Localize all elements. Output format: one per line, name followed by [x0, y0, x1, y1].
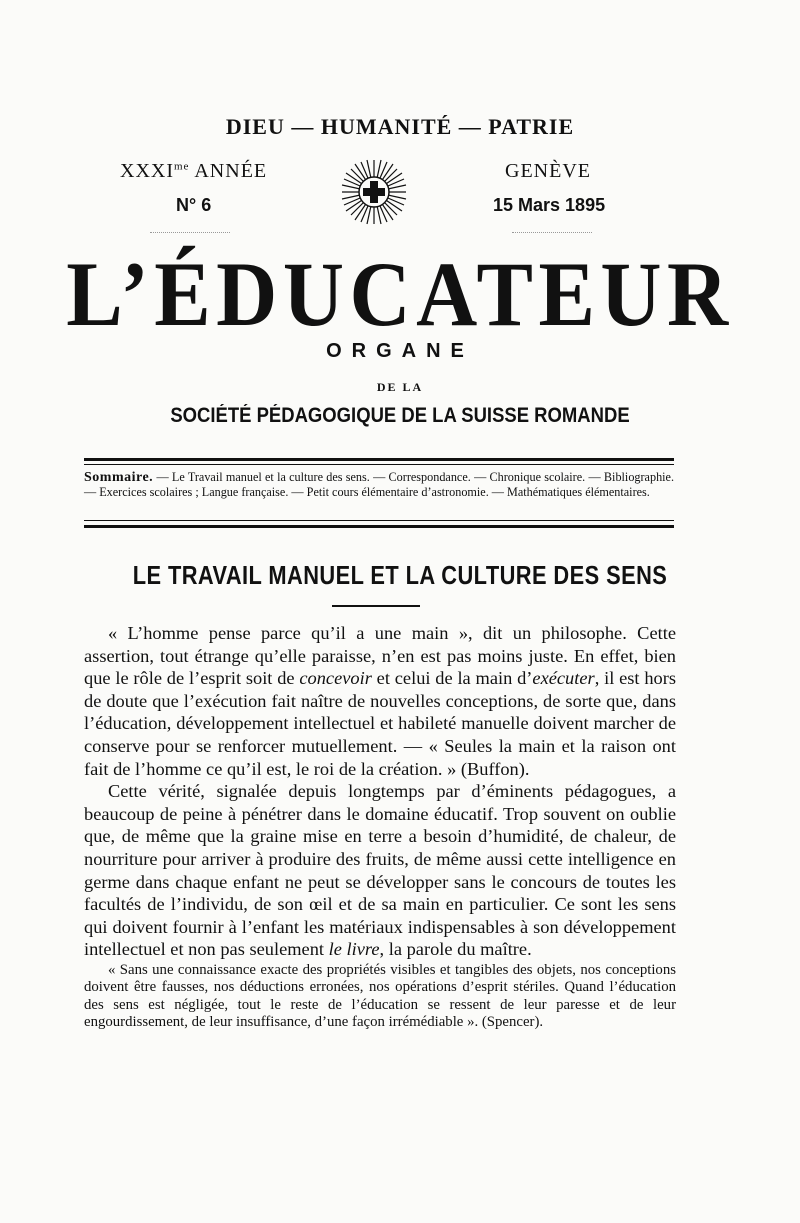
issue-date: 15 Mars 1895	[493, 195, 606, 215]
volume-number: XXXI	[120, 160, 174, 182]
city: GENÈVE	[505, 160, 591, 182]
volume-word: ANNÉE	[194, 160, 268, 182]
quote-text: « Sans une connaissance exacte des propriétés visibles et tangibles des objets, nos conceptions doivent être fausses, nos déductions erronées, nos opérations d’esprit stériles. Quand l’éducation des sens est négligée, tout le reste de l’éducation se ressent de leur paresse et de leur engourdissement, de leur insuffisance, d’une façon irrémédiable ». (Spencer).	[84, 962, 676, 1031]
p2-italic-livre: le livre	[328, 939, 380, 960]
p2-part-b: , la parole du maître.	[379, 939, 532, 960]
organe-label: ORGANE	[326, 340, 474, 362]
swiss-cross-sunburst-icon	[340, 158, 408, 226]
p1-part-b: et celui de la main d’	[371, 668, 533, 689]
issue-number: N° 6	[176, 195, 212, 215]
ornament-right	[512, 232, 592, 233]
rule-top	[84, 458, 674, 461]
paragraph	[84, 780, 676, 961]
volume-year	[120, 160, 267, 183]
volume-suffix: me	[174, 160, 190, 173]
p1-part-c: , il est hors de doute que l’exécution fait naître de nouvelles conceptions, de sorte que, dans l’éducation, développement intellectuel et habileté manuelle doivent marcher de conserve pour se renforcer mutuellement. — « Seules la main et la raison ont fait de l’homme ce qu’il est, le roi de la création. » (Buffon).	[84, 668, 676, 779]
sommaire-text: — Le Travail manuel et la culture des sens. — Correspondance. — Chronique scolaire. — Bibliographie. — Exercices scolaires ; Langue française. — Petit cours élémentaire d’astronomie. — Mathématiques élémentaires.	[84, 470, 674, 499]
ornament-left	[150, 232, 230, 233]
masthead-motto: DIEU — HUMANITÉ — PATRIE	[225, 114, 575, 139]
spencer-quote	[84, 962, 676, 1032]
rule-bottom-thin	[84, 520, 674, 521]
p1-italic-executer: exécuter	[532, 668, 595, 689]
rule-bottom	[84, 525, 674, 528]
table-of-contents	[84, 470, 674, 500]
p2-part-a: Cette vérité, signalée depuis longtemps par d’éminents pédagogues, a beaucoup de peine à pénétrer dans le domaine éducatif. Trop souvent on oublie que, de même que la graine mise en terre a besoin d’humidité, de chaleur, de nourriture pour arriver à produire des fruits, de même aussi cette intelligence en germe dans chaque enfant ne peut se développer sans le concours de toutes les facultés de l’individu, de son œil et de sa main en particulier. Ce sont les sens qui doivent fournir à l’enfant les matériaux indispensables à son développement intellectuel et non pas seulement	[84, 781, 676, 960]
journal-title: L’ÉDUCATEUR	[66, 243, 734, 345]
article-body	[84, 622, 676, 961]
p1-part-a: « L’homme pense parce qu’il a une main », dit un philosophe. Cette assertion, tout étrange qu’elle paraisse, n’en est pas moins juste. En effet, bien que le rôle de l’esprit soit de	[84, 623, 676, 689]
sommaire-label: Sommaire.	[84, 470, 154, 485]
society-name: SOCIÉTÉ PÉDAGOGIQUE DE LA SUISSE ROMANDE	[170, 404, 630, 427]
p1-italic-concevoir: concevoir	[299, 668, 372, 689]
rule-top-thin	[84, 464, 674, 465]
article-title: LE TRAVAIL MANUEL ET LA CULTURE DES SENS	[132, 560, 668, 590]
title-underline	[332, 605, 420, 607]
de-la-label: DE LA	[376, 380, 424, 394]
paragraph	[84, 622, 676, 780]
